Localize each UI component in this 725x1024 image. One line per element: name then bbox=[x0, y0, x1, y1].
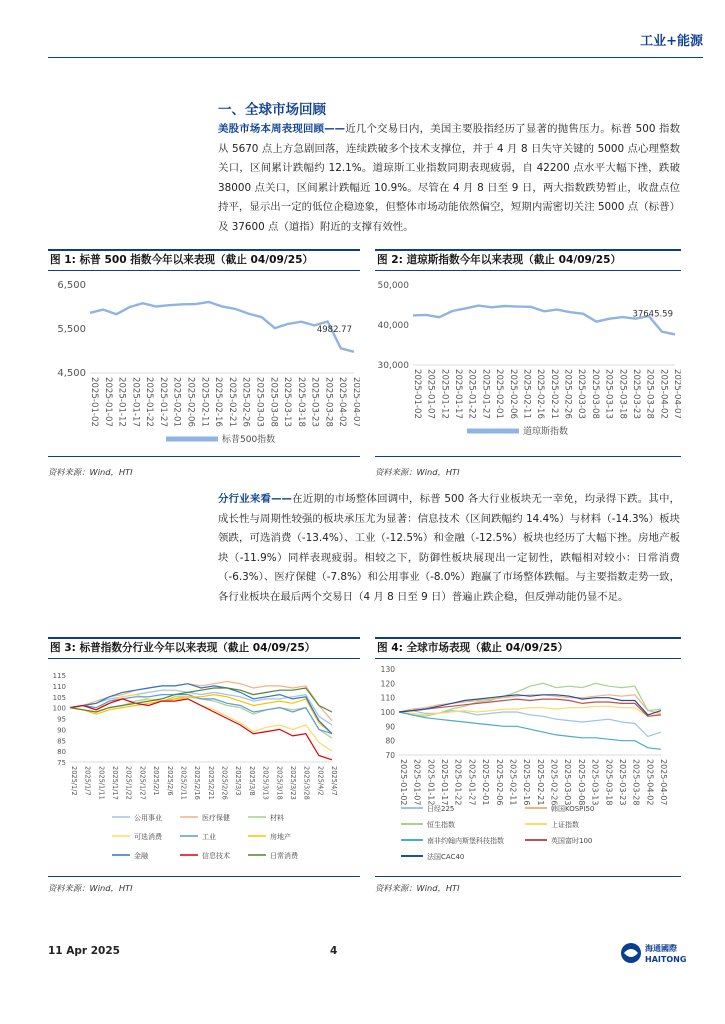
legend-label: 日常消费 bbox=[270, 852, 298, 860]
y-tick-label: 120 bbox=[380, 679, 395, 689]
section-title: 一、全球市场回顾 bbox=[218, 102, 326, 118]
x-tick-label: 2025/2/26 bbox=[220, 766, 229, 800]
legend-label: 韩国KOSPI50 bbox=[551, 805, 595, 813]
end-value-label: 37645.59 bbox=[632, 309, 673, 320]
x-tick-label: 2025/1/11 bbox=[97, 766, 106, 800]
y-tick-label: 115 bbox=[52, 672, 66, 680]
x-tick-label: 2025-02-11 bbox=[508, 759, 518, 806]
x-tick-label: 2025/3/8 bbox=[247, 766, 256, 796]
x-tick-label: 2025-02-21 bbox=[548, 369, 559, 419]
legend-label: 房地产 bbox=[270, 833, 291, 841]
x-tick-label: 2025-02-26 bbox=[549, 759, 559, 806]
fig1-source: 资料来源：Wind，HTI bbox=[48, 467, 133, 477]
y-tick-label: 100 bbox=[52, 704, 66, 713]
sector-body: 在近期的市场整体回调中，标普 500 各大行业板块无一幸免，均录得下跌。其中，成长性与周期性较强的板块承压尤为显著：信息技术（区间跌幅约 14.4%）与材料（-14.3%）板块领跌，可选消费（-13.4%）、工业（-12.5%）和金融（-12.5%）板块也经历了大幅下挫。房地产板块（-11.9%）同样表现疲弱。相较之下，防御性板块展现出一定韧性，跌幅相对较小：日常消费（-6.3%）、医疗保健（-7.8%）和公用事业（-8.0%）跑赢了市场整体跌幅。与主要指数走势一致，各行业板块在最后两个交易日（4 月 8 日至 9 日）普遍止跌企稳，但反弹动能仍显不足。 bbox=[218, 493, 681, 603]
fig2-source: 资料来源：Wind，HTI bbox=[375, 467, 460, 477]
y-tick-label: 40,000 bbox=[377, 321, 409, 331]
x-tick-label: 2025-03-03 bbox=[576, 369, 587, 419]
sector-paragraph bbox=[218, 490, 680, 608]
x-tick-label: 2025-03-28 bbox=[323, 377, 334, 427]
x-tick-label: 2025-03-03 bbox=[254, 377, 265, 427]
legend-label: 金融 bbox=[134, 852, 148, 860]
x-tick-label: 2025/2/21 bbox=[206, 766, 215, 800]
x-tick-label: 2025/1/17 bbox=[111, 766, 120, 800]
logo-cn: 海通國際 bbox=[645, 944, 677, 953]
y-tick-label: 110 bbox=[52, 682, 66, 691]
legend-label: 日经225 bbox=[427, 805, 455, 813]
page-number: 4 bbox=[330, 945, 338, 957]
x-tick-label: 2025-01-07 bbox=[425, 369, 436, 419]
x-tick-label: 2025/1/22 bbox=[124, 766, 133, 800]
legend-label: 南非约翰内斯堡科技指数 bbox=[427, 837, 504, 845]
x-tick-label: 2025-02-01 bbox=[494, 369, 505, 419]
y-tick-label: 80 bbox=[57, 748, 66, 757]
y-tick-label: 110 bbox=[380, 693, 395, 703]
y-tick-label: 4,500 bbox=[57, 368, 86, 379]
x-tick-label: 2025/2/1 bbox=[152, 766, 161, 796]
x-tick-label: 2025-03-23 bbox=[617, 759, 627, 806]
y-tick-label: 30,000 bbox=[377, 361, 409, 371]
sector-lead: 分行业来看—— bbox=[218, 493, 292, 505]
x-tick-label: 2025-04-07 bbox=[351, 377, 360, 427]
series-line bbox=[399, 711, 661, 737]
x-tick-label: 2025/2/11 bbox=[179, 766, 188, 800]
x-tick-label: 2025/3/3 bbox=[234, 766, 243, 796]
y-tick-label: 105 bbox=[52, 693, 66, 702]
x-tick-label: 2025-01-12 bbox=[439, 369, 450, 419]
fig3-source: 资料来源：Wind，HTI bbox=[48, 883, 133, 893]
us-market-lead: 美股市场本周表现回顾—— bbox=[218, 123, 346, 135]
header-title: 工业+能源 bbox=[640, 34, 703, 49]
x-tick-label: 2025/2/16 bbox=[193, 766, 202, 800]
legend-label: 公用事业 bbox=[134, 814, 162, 822]
x-tick-label: 2025-01-27 bbox=[467, 759, 477, 806]
series-line bbox=[399, 695, 661, 714]
legend-label: 道琼斯指数 bbox=[523, 427, 569, 437]
us-market-paragraph bbox=[218, 120, 680, 238]
legend-label: 恒生指数 bbox=[427, 821, 455, 829]
y-tick-label: 85 bbox=[57, 737, 66, 746]
y-tick-label: 130 bbox=[380, 665, 395, 674]
y-tick-label: 6,500 bbox=[57, 280, 86, 291]
x-tick-label: 2025-02-16 bbox=[213, 377, 224, 427]
x-tick-label: 2025-02-01 bbox=[171, 377, 182, 427]
dow-chart bbox=[375, 271, 681, 456]
x-tick-label: 2025-01-27 bbox=[157, 377, 168, 427]
x-tick-label: 2025/1/2 bbox=[70, 766, 78, 796]
legend-label: 法国CAC40 bbox=[427, 853, 465, 861]
y-tick-label: 95 bbox=[57, 715, 66, 724]
x-tick-label: 2025-01-02 bbox=[399, 759, 408, 806]
x-tick-label: 2025/4/2 bbox=[316, 766, 325, 796]
x-tick-label: 2025-03-23 bbox=[309, 377, 320, 427]
x-tick-label: 2025-01-12 bbox=[426, 759, 436, 806]
series-line bbox=[399, 712, 661, 749]
y-tick-label: 70 bbox=[385, 751, 395, 760]
series-line bbox=[70, 695, 332, 734]
legend-label: 标普500指数 bbox=[222, 435, 276, 445]
end-value-label: 4982.77 bbox=[316, 324, 352, 335]
x-tick-label: 2025-04-07 bbox=[659, 759, 668, 806]
x-tick-label: 2025-03-13 bbox=[282, 377, 293, 427]
series-line bbox=[90, 302, 354, 352]
footer-date: 11 Apr 2025 bbox=[48, 945, 120, 957]
x-tick-label: 2025/1/27 bbox=[138, 766, 147, 800]
x-tick-label: 2025-03-13 bbox=[603, 369, 614, 419]
x-tick-label: 2025-03-08 bbox=[589, 369, 600, 419]
fig3-chart-box bbox=[48, 659, 360, 877]
x-tick-label: 2025/2/6 bbox=[165, 766, 174, 796]
x-tick-label: 2025-03-28 bbox=[644, 369, 655, 419]
x-tick-label: 2025-02-06 bbox=[507, 369, 518, 419]
legend-label: 信息技术 bbox=[202, 852, 230, 860]
x-tick-label: 2025-01-22 bbox=[466, 369, 477, 419]
x-tick-label: 2025/3/23 bbox=[288, 766, 297, 800]
legend-label: 可选消费 bbox=[134, 833, 162, 841]
fig2-title: 图 2: 道琼斯指数今年以来表现（截止 04/09/25） bbox=[375, 249, 681, 271]
legend-label: 材料 bbox=[270, 814, 284, 822]
x-tick-label: 2025-04-07 bbox=[672, 369, 681, 419]
x-tick-label: 2025/4/7 bbox=[330, 766, 338, 796]
x-tick-label: 2025-03-23 bbox=[630, 369, 641, 419]
y-tick-label: 5,500 bbox=[57, 324, 86, 335]
x-tick-label: 2025-04-02 bbox=[658, 369, 669, 419]
x-tick-label: 2025/1/7 bbox=[83, 766, 92, 796]
x-tick-label: 2025-02-11 bbox=[521, 369, 532, 419]
series-line bbox=[70, 684, 332, 734]
x-tick-label: 2025-02-21 bbox=[535, 759, 545, 806]
x-tick-label: 2025-01-17 bbox=[440, 759, 450, 806]
x-tick-label: 2025-03-08 bbox=[268, 377, 279, 427]
x-tick-label: 2025/3/13 bbox=[261, 766, 270, 800]
x-tick-label: 2025-03-13 bbox=[590, 759, 600, 806]
x-tick-label: 2025-02-26 bbox=[240, 377, 251, 427]
legend-label: 英国富时100 bbox=[551, 837, 593, 845]
y-tick-label: 50,000 bbox=[377, 281, 409, 291]
y-tick-label: 75 bbox=[57, 759, 66, 767]
x-tick-label: 2025-01-02 bbox=[89, 377, 99, 427]
x-tick-label: 2025-03-18 bbox=[604, 759, 614, 806]
legend-label: 上证指数 bbox=[551, 821, 579, 829]
y-tick-label: 90 bbox=[385, 722, 395, 732]
x-tick-label: 2025-02-16 bbox=[535, 369, 546, 419]
global-chart bbox=[375, 659, 681, 876]
series-line bbox=[70, 695, 332, 734]
x-tick-label: 2025-04-02 bbox=[645, 759, 655, 806]
sector-chart bbox=[48, 659, 360, 876]
x-tick-label: 2025-01-27 bbox=[480, 369, 491, 419]
x-tick-label: 2025-03-18 bbox=[295, 377, 306, 427]
fig3-title: 图 3: 标普指数分行业今年以来表现（截止 04/09/25） bbox=[48, 637, 360, 659]
fig1-title: 图 1: 标普 500 指数今年以来表现（截止 04/09/25） bbox=[48, 249, 360, 271]
x-tick-label: 2025-04-02 bbox=[337, 377, 348, 427]
y-tick-label: 100 bbox=[380, 708, 395, 717]
us-market-body: 近几个交易日内，美国主要股指经历了显著的抛售压力。标普 500 指数从 5670 点上方急剧回落，连续跌破多个技术支撑位，并于 4 月 8 日失守关键的 5000 点心理整数关口，区间累计跌幅约 12.1%。道琼斯工业指数同期表现疲弱，自 42200 点水平大幅下挫，跌破 38000 点关口，区间累计跌幅近 10.9%。尽管在 4 月 8 日至 9 日，两大指数跌势暂止，收盘点位持平，显示出一定的低位企稳迹象，但整体市场动能依然偏空，短期内需密切关注 5000 点（标普）及 37600 点（道指）附近的支撑有效性。 bbox=[218, 123, 680, 233]
y-tick-label: 80 bbox=[385, 736, 395, 746]
x-tick-label: 2025-01-22 bbox=[453, 759, 463, 806]
legend-label: 工业 bbox=[202, 833, 216, 841]
x-tick-label: 2025-03-18 bbox=[617, 369, 628, 419]
x-tick-label: 2025-01-07 bbox=[412, 759, 422, 806]
legend-label: 医疗保健 bbox=[202, 814, 230, 822]
sp500-chart bbox=[48, 271, 360, 456]
x-tick-label: 2025-02-01 bbox=[481, 759, 491, 806]
header-rule bbox=[48, 57, 703, 58]
fig4-title: 图 4: 全球市场表现（截止 04/09/25） bbox=[375, 637, 681, 659]
y-tick-label: 90 bbox=[57, 726, 66, 735]
x-tick-label: 2025-01-22 bbox=[144, 377, 155, 427]
x-tick-label: 2025-03-28 bbox=[631, 759, 641, 806]
x-tick-label: 2025-03-08 bbox=[576, 759, 586, 806]
series-line bbox=[399, 683, 661, 716]
x-tick-label: 2025/3/18 bbox=[275, 766, 284, 800]
x-tick-label: 2025-01-12 bbox=[116, 377, 127, 427]
series-line bbox=[70, 688, 332, 712]
x-tick-label: 2025-01-02 bbox=[412, 369, 422, 419]
x-tick-label: 2025-01-17 bbox=[130, 377, 141, 427]
x-tick-label: 2025-01-17 bbox=[453, 369, 464, 419]
haitong-logo bbox=[620, 940, 704, 966]
x-tick-label: 2025-02-21 bbox=[226, 377, 237, 427]
fig1-chart-box bbox=[48, 271, 360, 457]
x-tick-label: 2025-03-03 bbox=[563, 759, 573, 806]
x-tick-label: 2025-02-11 bbox=[199, 377, 210, 427]
x-tick-label: 2025-01-07 bbox=[102, 377, 113, 427]
fig4-chart-box bbox=[375, 659, 681, 877]
x-tick-label: 2025-02-06 bbox=[185, 377, 196, 427]
x-tick-label: 2025-02-06 bbox=[494, 759, 504, 806]
x-tick-label: 2025-02-16 bbox=[522, 759, 532, 806]
x-tick-label: 2025-02-26 bbox=[562, 369, 573, 419]
logo-en: HAITONG bbox=[645, 955, 687, 964]
x-tick-label: 2025/3/28 bbox=[302, 766, 311, 800]
fig2-chart-box bbox=[375, 271, 681, 457]
fig4-source: 资料来源：Wind，HTI bbox=[375, 883, 460, 893]
